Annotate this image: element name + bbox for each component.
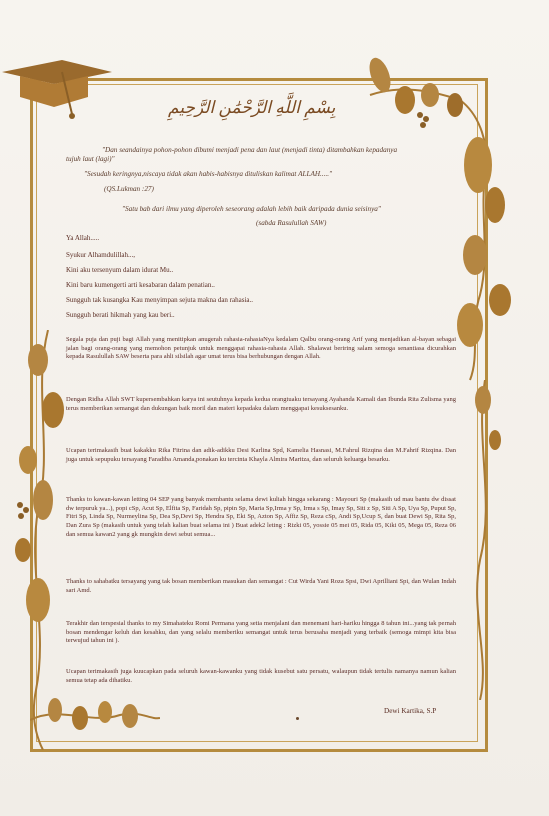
quote-line: "Dan seandainya pohon-pohon dibumi menjadi pena dan laut (menjadi tinta) ditambahkan kepadanya [102, 146, 398, 154]
paragraph-parents: Dengan Ridha Allah SWT kupersembahkan karya ini seutuhnya kepada kedua orangtuaku tersayang Ayahanda Kamali dan Ibunda Rita Zulisma yang terus memberikan semangat dan dukungan baik moril dan materi kepadaku dalam menggapai kesuksesanku. [66, 396, 456, 412]
vine-ornament-right-lower-icon [455, 380, 515, 700]
quote-line: tujuh laut (lagi)" [66, 155, 115, 163]
opening-line: Kini baru kumengerti arti kesabaran dalam penatian.. [66, 281, 215, 289]
paragraph-special-thanks: Terakhir dan terspesial thanks to my Simahateku Romi Permana yang setia menjalani dan menemani hari-hariku hingga 8 tahun ini...yang tak pernah bosan mendengar keluh dan kesahku, dan yang selalu memberiku semangat untuk terus berusaha menjadi yang terbaik (semoga mimpi kita bisa terwujud tahun ini ). [66, 620, 456, 645]
paragraph-praise: Segala puja dan puji bagi Allah yang menitipkan anugerah rahasia-rahasiaNya kedalam Qalbu orang-orang Arif yang menjadikan al-bayan sebagai jalan bagi orang-orang yang memohon petunjuk untuk menggapai rahasia-rahasia Allah. Shalawat beriring salam semoga senantiasa dicurahkan kepada Rasulullah SAW beserta para ahli silsilah agar umat terus bisa berhubungan dengan Allah. [66, 336, 456, 361]
signature: Dewi Kartika, S.P [384, 707, 437, 715]
dot-mark [296, 717, 299, 720]
quote-citation: (QS.Lukman :27) [104, 185, 154, 193]
paragraph-family: Ucapan terimakasih buat kakakku Rika Fitrina dan adik-adikku Desi Karlina Spd, Kamelia Hasnasi, M.Fahrul Rizqina dan M.Fahrif Rizqina. Dan juga untuk sepupuku tersayang Faradiba Amanda,ponakan ku tercinta Khayla Almira Maritza, dan seluruh keluarga besarku. [66, 447, 456, 463]
opening-line: Sungguh berati hikmah yang kau beri.. [66, 311, 175, 319]
paragraph-closing: Ucapan terimakasih juga kuucapkan pada seluruh kawan-kawanku yang tidak kusebut satu persatu, walaupun tidak tertulis namanya namun kalian semua tetap ada dihatiku. [66, 668, 456, 684]
basmalah-heading: بِسْمِ اللَّهِ الرَّحْمَٰنِ الرَّحِيمِ [168, 98, 336, 117]
vine-ornament-left-icon [8, 330, 68, 750]
opening-line: Sungguh tak kusangka Kau menyimpan sejuta makna dan rahasia.. [66, 296, 254, 304]
paragraph-best-friends: Thanks to sahabatku tersayang yang tak bosan memberikan masukan dan semangat : Cut Wirda Yani Roza Spsi, Dwi Aprilliani Spi, dan Wulan Indah sari Amd. [66, 578, 456, 594]
paragraph-friends: Thanks to kawan-kawan letting 04 SEP yang banyak membantu selama dewi kuliah hingga sekarang : Mayouri Sp (makasih ud mau bantu dw dissat dw terpuruk ya...), popi cSp, Acut Sp, Elfita Sp, Faridah Sp, pipin Sp, Maria Sp,Irma y Sp, Irma s Sp, Imay Sp, Siti z Sp, Siti A Sp, Uya Sp, Puput Sp, Fitri Sp, Linda Sp, Nurmeylina Sp, Dea Sp,Devi Sp, Hendra Sp, Eki Sp, Azton Sp, Affiz Sp, Reza cSp, Andi Sp,Ucup S, dan buat Dewi Sp, Rita Sp, Dan Zura Sp (makasih untuk yang telah kalian buat selama ini ) Buat adek2 leting : Rizki 05, yossie 05 mei 05, Rida 05, Kiki 05, Mega 05, Reza 06 dan semua kawan2 yang gk mungkin dewi sebut semua... [66, 496, 457, 538]
opening-line: Ya Allah..... [66, 234, 100, 242]
graduation-cap-icon [2, 52, 112, 122]
quote-citation: (sabda Rasulullah SAW) [256, 219, 327, 227]
quote-line: "Satu bab dari ilmu yang diperoleh seseorang adalah lebih baik daripada dunia seisinya" [122, 205, 381, 213]
quote-line: "Sesudah keringnya,niscaya tidak akan habis-habisnya dituliskan kalimat ALLAH....." [84, 170, 333, 178]
vine-ornament-bottom-icon [30, 690, 160, 740]
opening-line: Syukur Alhamdulillah..., [66, 251, 136, 259]
opening-line: Kini aku tersenyum dalam idurat Mu.. [66, 266, 174, 274]
